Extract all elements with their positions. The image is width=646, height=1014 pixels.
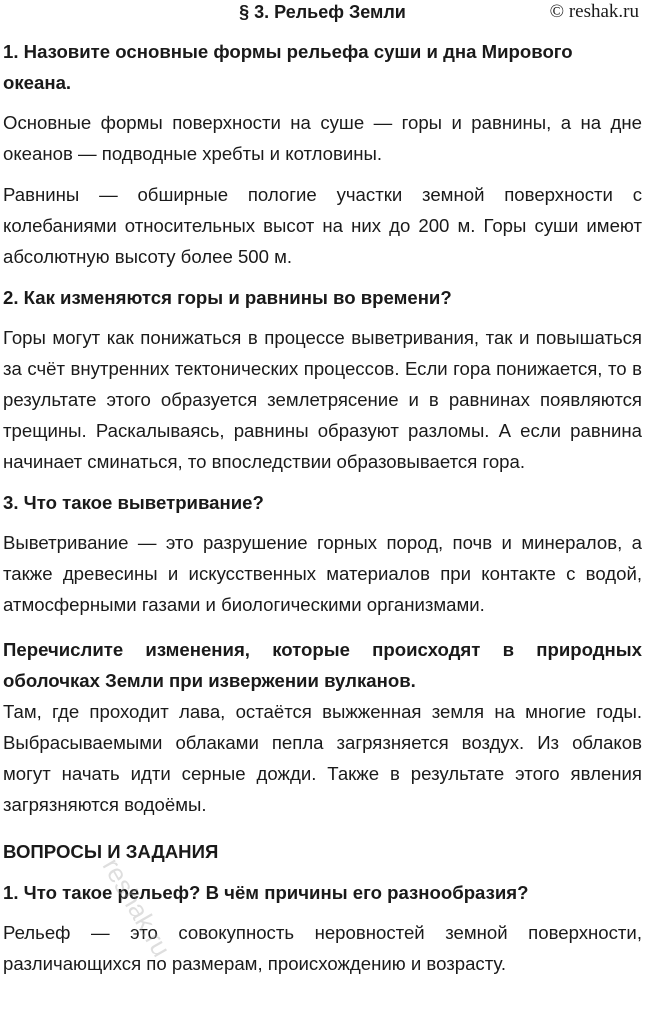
question-heading: 3. Что такое выветривание?	[3, 492, 264, 513]
answer-paragraph: Выветривание — это разрушение горных пород, почв и минералов, а также древесины и искусственных материалов при контакте с водой, атмосферными газами и биологическими организмами.	[3, 532, 642, 615]
page-title: § 3. Рельеф Земли	[239, 2, 406, 22]
section-heading: ВОПРОСЫ И ЗАДАНИЯ	[3, 841, 219, 862]
answer-paragraph: Равнины — обширные пологие участки земной поверхности с колебаниями относительных высот на них до 200 м. Горы суши имеют абсолютную высоту более 500 м.	[3, 184, 642, 267]
question-heading: 2. Как изменяются горы и равнины во времени?	[3, 287, 452, 308]
answer-paragraph: Рельеф — это совокупность неровностей земной поверхности, различающихся по размерам, происхождению и возрасту.	[3, 922, 642, 974]
watermark: reshak.ru	[96, 852, 177, 962]
answer-paragraph: Основные формы поверхности на суше — горы и равнины, а на дне океанов — подводные хребты и котловины.	[3, 112, 642, 164]
question-heading: Перечислите изменения, которые происходят в природных оболочках Земли при извержении вулканов.	[3, 639, 642, 691]
question-heading: 1. Что такое рельеф? В чём причины его разнообразия?	[3, 882, 529, 903]
site-credit: © reshak.ru	[549, 1, 639, 22]
answer-paragraph: Горы могут как понижаться в процессе выветривания, так и повышаться за счёт внутренних тектонических процессов. Если гора понижается, то в результате этого образуется землетрясение и в равнинах появляются трещины. Раскалываясь, равнины образуют разломы. А если равнина начинает сминаться, то впоследствии образовывается гора.	[3, 327, 642, 472]
question-heading: 1. Назовите основные формы рельефа суши и дна Мирового океана.	[3, 41, 573, 93]
page-header	[3, 0, 642, 26]
answer-paragraph: Там, где проходит лава, остаётся выжженная земля на многие годы. Выбрасываемыми облаками пепла загрязняется воздух. Из облаков могут начать идти серные дожди. Также в результате этого явления загрязняются водоёмы.	[3, 701, 642, 815]
